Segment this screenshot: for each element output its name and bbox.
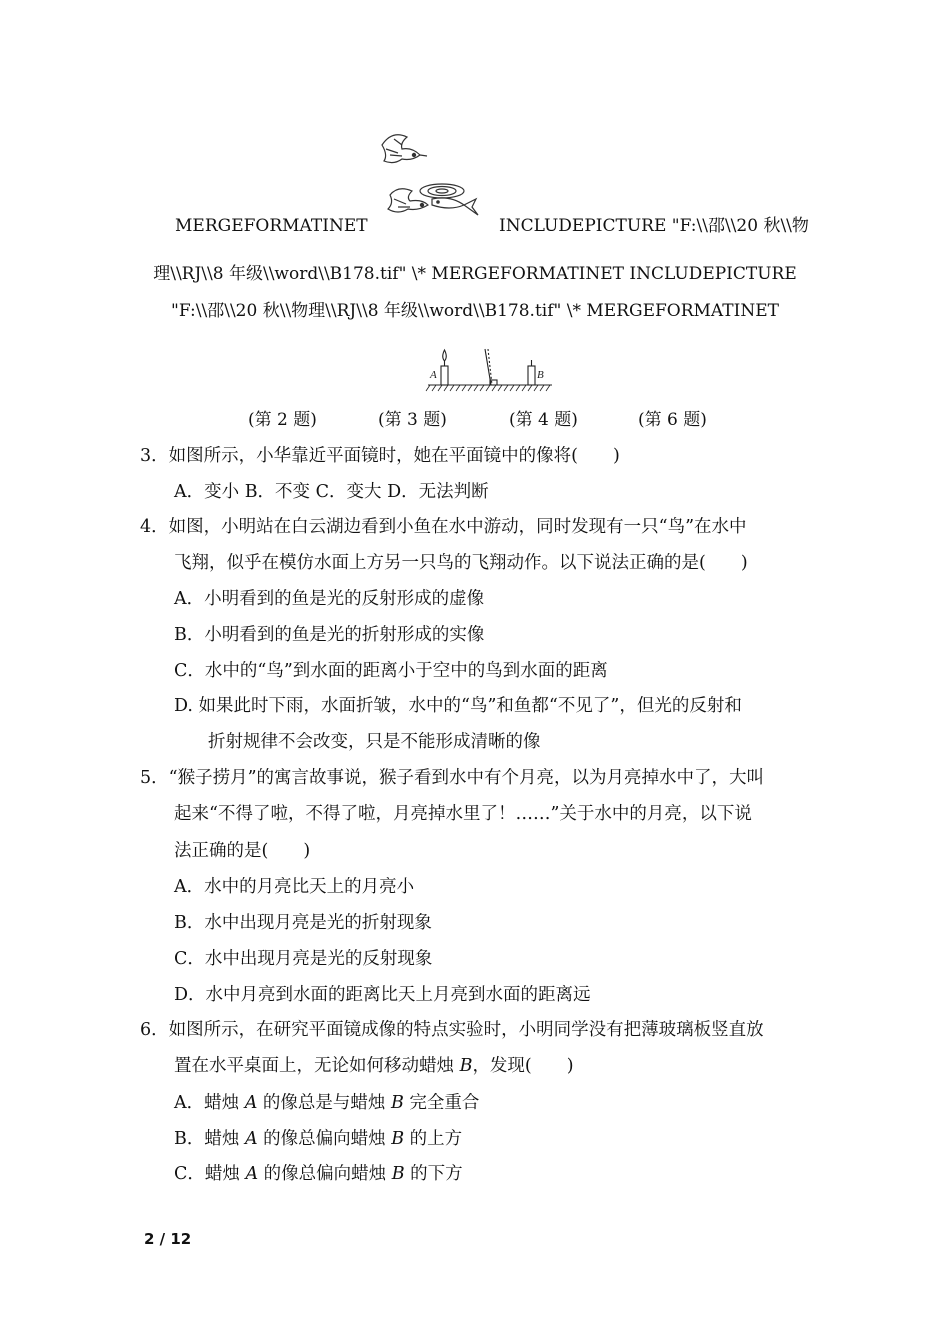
- q4-option-b: B．小明看到的鱼是光的折射形成的实像: [174, 625, 485, 645]
- q6-stem-2: 置在水平桌面上，无论如何移动蜡烛 B，发现( ): [174, 1056, 574, 1076]
- q6-option-a: A．蜡烛 A 的像总是与蜡烛 B 完全重合: [174, 1093, 480, 1113]
- q4-stem-1: 4．如图，小明站在白云湖边看到小鱼在水中游动，同时发现有一只“鸟”在水中: [140, 517, 747, 537]
- caption-q4: (第 4 题): [509, 410, 578, 430]
- caption-q3: (第 3 题): [378, 410, 447, 430]
- q3-options: A．变小 B．不变 C．变大 D．无法判断: [174, 482, 489, 502]
- q6-option-b: B．蜡烛 A 的像总偏向蜡烛 B 的上方: [174, 1129, 463, 1149]
- q3-stem: 3．如图所示，小华靠近平面镜时，她在平面镜中的像将( ): [140, 446, 620, 466]
- q5-stem-1: 5．“猴子捞月”的寓言故事说，猴子看到水中有个月亮，以为月亮掉水中了，大叫: [140, 768, 765, 788]
- q5-stem-3: 法正确的是( ): [174, 841, 311, 861]
- q5-option-a: A．水中的月亮比天上的月亮小: [174, 877, 415, 897]
- q5-option-b: B．水中出现月亮是光的折射现象: [174, 913, 432, 933]
- q4-option-c: C．水中的“鸟”到水面的距离小于空中的鸟到水面的距离: [174, 661, 608, 681]
- q4-option-a: A．小明看到的鱼是光的反射形成的虚像: [174, 589, 485, 609]
- page-number: 2 / 12: [144, 1230, 192, 1248]
- candle-mirror-figure: [424, 344, 556, 396]
- q4-option-d-1: D. 如果此时下雨，水面折皱，水中的“鸟”和鱼都“不见了”，但光的反射和: [174, 696, 742, 716]
- q4-option-d-2: 折射规律不会改变，只是不能形成清晰的像: [208, 732, 541, 752]
- caption-q6: (第 6 题): [638, 410, 707, 430]
- field-code-right: INCLUDEPICTURE "F:\\邵\\20 秋\\物: [499, 216, 809, 236]
- q6-stem-1: 6．如图所示，在研究平面镜成像的特点实验时，小明同学没有把薄玻璃板竖直放: [140, 1020, 764, 1040]
- field-code-line2: 理\\RJ\\8 年级\\word\\B178.tif" \* MERGEFORMATINET INCLUDEPICTURE: [153, 264, 797, 284]
- candle-a-label: A: [430, 369, 437, 381]
- q5-stem-2: 起来“不得了啦，不得了啦，月亮掉水里了！……”关于水中的月亮，以下说: [174, 804, 752, 824]
- caption-q2: (第 2 题): [248, 410, 317, 430]
- q4-stem-2: 飞翔，似乎在模仿水面上方另一只鸟的飞翔动作。以下说法正确的是( ): [174, 553, 748, 573]
- field-code-line3: "F:\\邵\\20 秋\\物理\\RJ\\8 年级\\word\\B178.tif" \* MERGEFORMATINET: [171, 301, 779, 321]
- q5-option-d: D．水中月亮到水面的距离比天上月亮到水面的距离远: [174, 985, 591, 1005]
- bird-reflection-illustration: [372, 125, 487, 220]
- candle-b-label: B: [537, 369, 544, 381]
- field-code-left: MERGEFORMATINET: [175, 216, 368, 236]
- q5-option-c: C．水中出现月亮是光的反射现象: [174, 949, 433, 969]
- q6-option-c: C．蜡烛 A 的像总偏向蜡烛 B 的下方: [174, 1164, 463, 1184]
